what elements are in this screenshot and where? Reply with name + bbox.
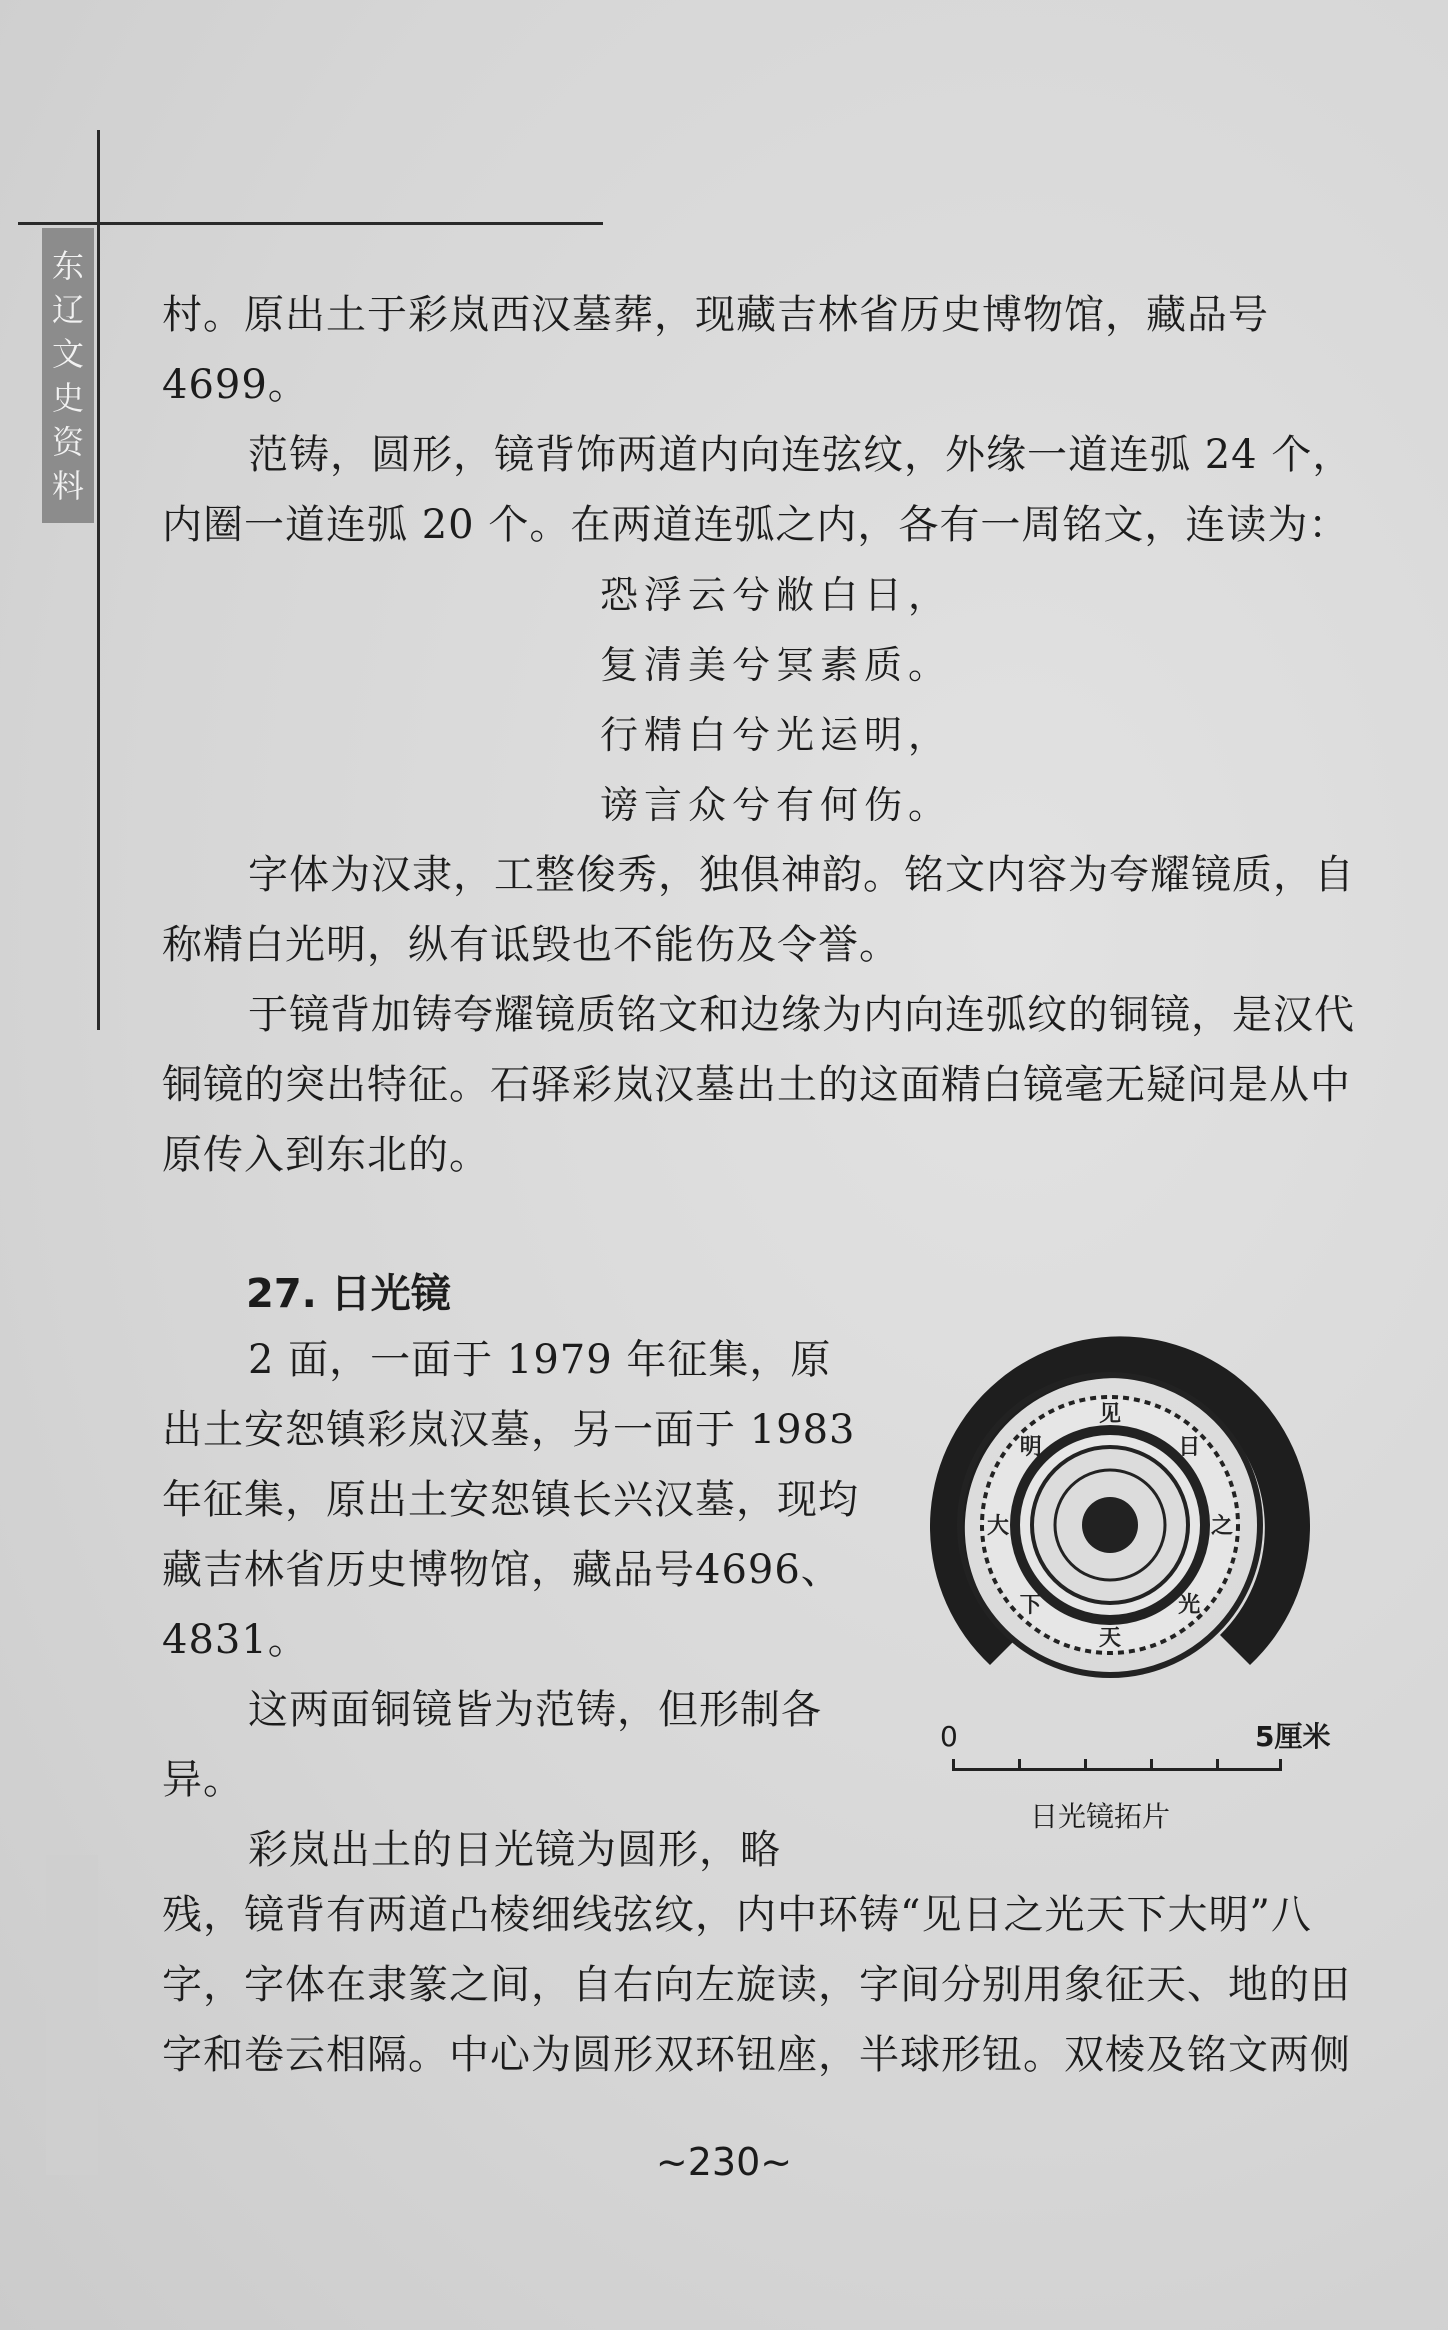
page-number: ~230~ [655, 2140, 793, 2184]
inscription-poem [600, 560, 952, 840]
margin-rule-vertical [97, 130, 100, 1030]
body-bottom [162, 1880, 1362, 2090]
mirror-inscription-char: 光 [1178, 1593, 1201, 1619]
mirror-inscription-char: 日 [1178, 1434, 1201, 1460]
paragraph: 残，镜背有两道凸棱细线弦纹，内中环铸“见日之光天下大明”八字，字体在隶篆之间，自右向左旋读，字间分别用象征天、地的田字和卷云相隔。中心为圆形双环钮座，半球形钮。双棱及铭文两侧 [162, 1892, 1351, 2078]
scale-tick [1018, 1759, 1021, 1771]
scale-bar [952, 1758, 1282, 1771]
poem-line: 谤言众兮有何伤。 [600, 783, 953, 827]
section-heading: 27. 日光镜 [246, 1271, 451, 1317]
scale-tick [1216, 1759, 1219, 1771]
mirror-inscription-char: 大 [986, 1514, 1010, 1539]
margin-rule-horizontal [18, 222, 603, 225]
body-mid [162, 840, 1362, 1190]
paragraph: 村。原出土于彩岚西汉墓葬，现藏吉林省历史博物馆，藏品号4699。 [162, 292, 1269, 408]
body-top [162, 280, 1362, 560]
scale-tick [1084, 1759, 1087, 1771]
section-tab-char: 文 [51, 334, 84, 373]
paragraph: 2 面，一面于 1979 年征集，原出土安恕镇彩岚汉墓，另一面于 1983 年征集，原出土安恕镇长兴汉墓，现均藏吉林省历史博物馆，藏品号4696、4831。 [162, 1337, 859, 1663]
scale-tick [1279, 1759, 1282, 1771]
paragraph: 于镜背加铸夸耀镜质铭文和边缘为内向连弧纹的铜镜，是汉代铜镜的突出特征。石驿彩岚汉墓出土的这面精白镜毫无疑问是从中原传入到东北的。 [162, 992, 1355, 1178]
section-tab-char: 辽 [51, 290, 84, 329]
mirror-inscription-char: 见 [1098, 1402, 1122, 1427]
poem-line: 行精白兮光运明， [600, 713, 953, 757]
paragraph: 这两面铜镜皆为范铸，但形制各异。 [162, 1687, 822, 1803]
section-tab-char: 资 [51, 422, 84, 461]
scale-tick [1150, 1759, 1153, 1771]
mirror-inscription-char: 天 [1098, 1626, 1122, 1651]
scale-end-label: 5厘米 [1255, 1720, 1331, 1753]
paragraph: 字体为汉隶，工整俊秀，独俱神韵。铭文内容为夸耀镜质，自称精白光明，纵有诋毁也不能伤及令誉。 [162, 852, 1355, 968]
scale-start-label: 0 [940, 1720, 958, 1753]
section-tab [42, 228, 94, 523]
section-tab-char: 料 [51, 466, 84, 505]
poem-line: 恐浮云兮敝白日， [600, 573, 953, 617]
scale-tick [952, 1759, 955, 1771]
mirror-inscription-char: 下 [1019, 1593, 1042, 1619]
figure-caption: 日光镜拓片 [1030, 1800, 1171, 1833]
paragraph: 彩岚出土的日光镜为圆形，略 [248, 1827, 781, 1873]
body-narrow [162, 1325, 862, 1885]
mirror-inscription-char: 之 [1210, 1514, 1234, 1539]
section-tab-char: 东 [51, 246, 84, 285]
paragraph: 范铸，圆形，镜背饰两道内向连弦纹，外缘一道连弧 24 个，内圈一道连弧 20 个。在两道连弧之内，各有一周铭文，连读为： [162, 432, 1354, 548]
bottom-margin-tab [46, 1855, 98, 2175]
poem-line: 复清美兮冥素质。 [600, 643, 953, 687]
mirror-rubbing-image [890, 1325, 1330, 1725]
mirror-inscription-char: 明 [1019, 1434, 1042, 1460]
section-tab-char: 史 [51, 378, 84, 417]
